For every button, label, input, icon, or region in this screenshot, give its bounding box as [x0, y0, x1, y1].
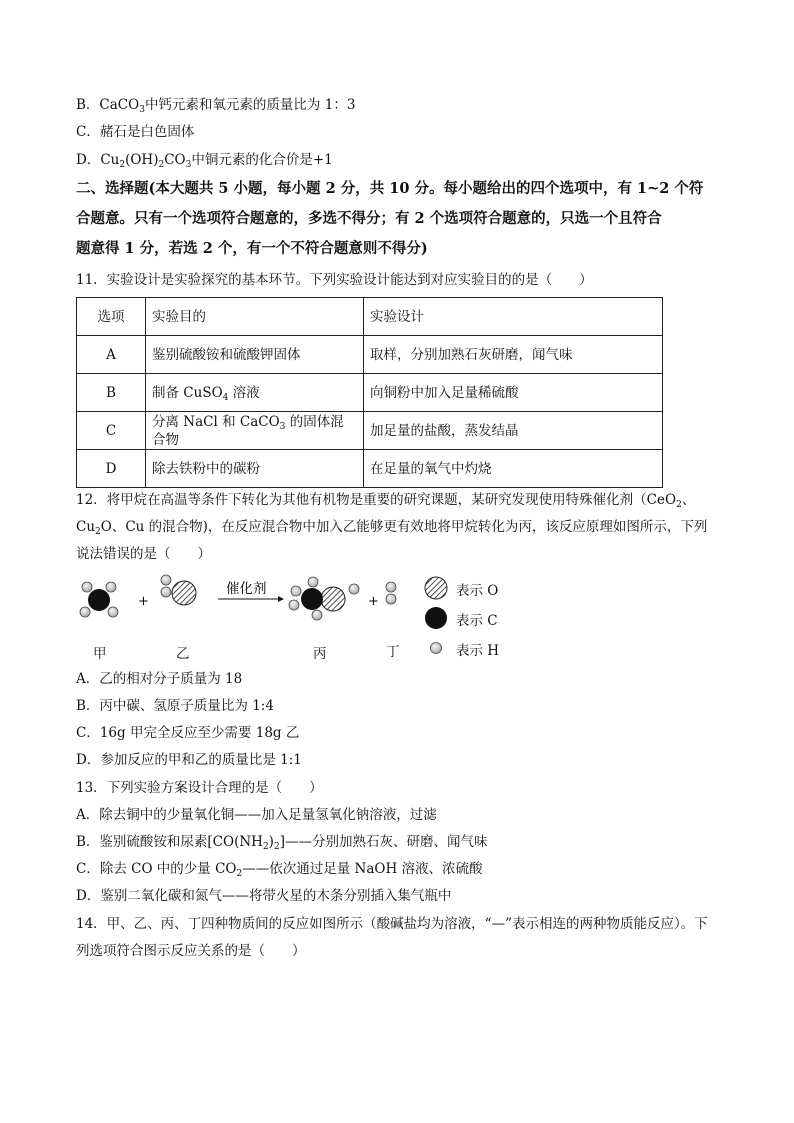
table-header-row — [77, 298, 663, 336]
q13-option-b: B．鉴别硫酸铵和尿素$[CO(NH_2)_2]——$分别加熟石灰、研磨、闻气味 — [76, 834, 488, 852]
table-cell-goal: 分离 NaCl 和 CaCO$_3$ 的固体混合物 — [146, 412, 364, 450]
table-row — [77, 450, 663, 488]
legend-carbon-label: 表示 C — [456, 613, 498, 629]
table-header-cell: 实验设计 — [364, 298, 663, 336]
section2-heading-line1: 二、选择题(本大题共 5 小题，每小题 2 分，共 10 分。每小题给出的四个选项中，有 1~2 个符 — [76, 180, 704, 197]
legend-oxygen-icon — [425, 577, 447, 599]
table-cell-option: A — [77, 336, 146, 374]
plus-sign: + — [368, 594, 379, 609]
q13-option-d: D．鉴别二氧化碳和氮气——将带火星的木条分别插入集气瓶中 — [76, 888, 452, 904]
q12-stem-line3: 说法错误的是（ ） — [76, 546, 211, 562]
q13-stem: 13．下列实验方案设计合理的是（ ） — [76, 780, 323, 796]
q10-option-c: C．赭石是白色固体 — [76, 124, 195, 140]
table-row — [77, 336, 663, 374]
q12-option-a: A．乙的相对分子质量为 18 — [76, 671, 243, 687]
label-yi: 乙 — [176, 646, 190, 662]
table-row — [77, 412, 663, 450]
q13-option-c: C．除去 CO 中的少量 $CO_2——$依次通过足量 NaOH 溶液、浓硫酸 — [76, 861, 483, 879]
table-cell-design: 在足量的氧气中灼烧 — [364, 450, 663, 488]
table-cell-design: 取样，分别加熟石灰研磨，闻气味 — [364, 336, 663, 374]
q14-stem-line2: 列选项符合图示反应关系的是（ ） — [76, 943, 306, 959]
q10-option-d: D．$Cu_2(OH)_2CO_3$中铜元素的化合价是+1 — [76, 152, 333, 170]
q12-option-c: C．16g 甲完全反应至少需要 18g 乙 — [76, 725, 300, 741]
label-bing: 丙 — [313, 646, 327, 662]
reaction-diagram — [70, 572, 590, 664]
methane-molecule — [80, 582, 118, 617]
label-jia: 甲 — [93, 646, 107, 662]
table-header-cell: 选项 — [77, 298, 146, 336]
table-cell-option: B — [77, 374, 146, 412]
legend-hydrogen-label: 表示 H — [456, 643, 500, 659]
q12-stem-line1: 12．将甲烷在高温等条件下转化为其他有机物是重要的研究课题，某研究发现使用特殊催化剂（CeO$_2$、 — [76, 492, 696, 510]
section2-heading-line2: 合题意。只有一个选项符合题意的，多选不得分；有 2 个选项符合题意的，只选一个且符合 — [76, 210, 662, 227]
table-cell-goal: 鉴别硫酸铵和硫酸钾固体 — [146, 336, 364, 374]
table-cell-design: 加足量的盐酸，蒸发结晶 — [364, 412, 663, 450]
methanol-molecule — [289, 577, 359, 620]
catalyst-label: 催化剂 — [226, 581, 267, 597]
table-cell-goal: 制备 CuSO$_4$ 溶液 — [146, 374, 364, 412]
q14-stem-line1: 14．甲、乙、丙、丁四种物质间的反应如图所示（酸碱盐均为溶液，“—”表示相连的两种物质能反应）。下 — [76, 916, 708, 932]
legend-hydrogen-icon — [431, 643, 442, 654]
plus-sign: + — [138, 594, 149, 609]
q11-stem: 11．实验设计是实验探究的基本环节。下列实验设计能达到对应实验目的的是（ ） — [76, 272, 593, 288]
table-cell-design: 向铜粉中加入足量稀硫酸 — [364, 374, 663, 412]
q10-option-b: B．CaCO$_3$中钙元素和氧元素的质量比为 1：3 — [76, 97, 356, 115]
table-row — [77, 374, 663, 412]
section2-heading-line3: 题意得 1 分，若选 2 个，有一个不符合题意则不得分) — [76, 240, 428, 257]
legend-carbon-icon — [425, 607, 447, 629]
table-cell-option: C — [77, 412, 146, 450]
table-header-cell: 实验目的 — [146, 298, 364, 336]
legend — [425, 577, 447, 654]
table-cell-option: D — [77, 450, 146, 488]
q11-experiment-table — [76, 297, 663, 488]
table-cell-goal: 除去铁粉中的碳粉 — [146, 450, 364, 488]
q12-option-b: B．丙中碳、氢原子质量比为 1:4 — [76, 698, 274, 714]
q13-option-a: A．除去铜中的少量氧化铜——加入足量氢氧化钠溶液，过滤 — [76, 807, 437, 823]
q12-option-d: D．参加反应的甲和乙的质量比是 1:1 — [76, 752, 302, 768]
hydrogen-molecule — [386, 582, 396, 604]
label-ding: 丁 — [386, 644, 400, 660]
reaction-diagram-svg — [70, 572, 590, 664]
q12-stem-line2: $Cu_2O$、Cu 的混合物)，在反应混合物中加入乙能够更有效地将甲烷转化为丙，该反应原理如图所示，下列 — [76, 519, 708, 537]
water-molecule — [161, 575, 196, 605]
legend-oxygen-label: 表示 O — [456, 583, 499, 599]
